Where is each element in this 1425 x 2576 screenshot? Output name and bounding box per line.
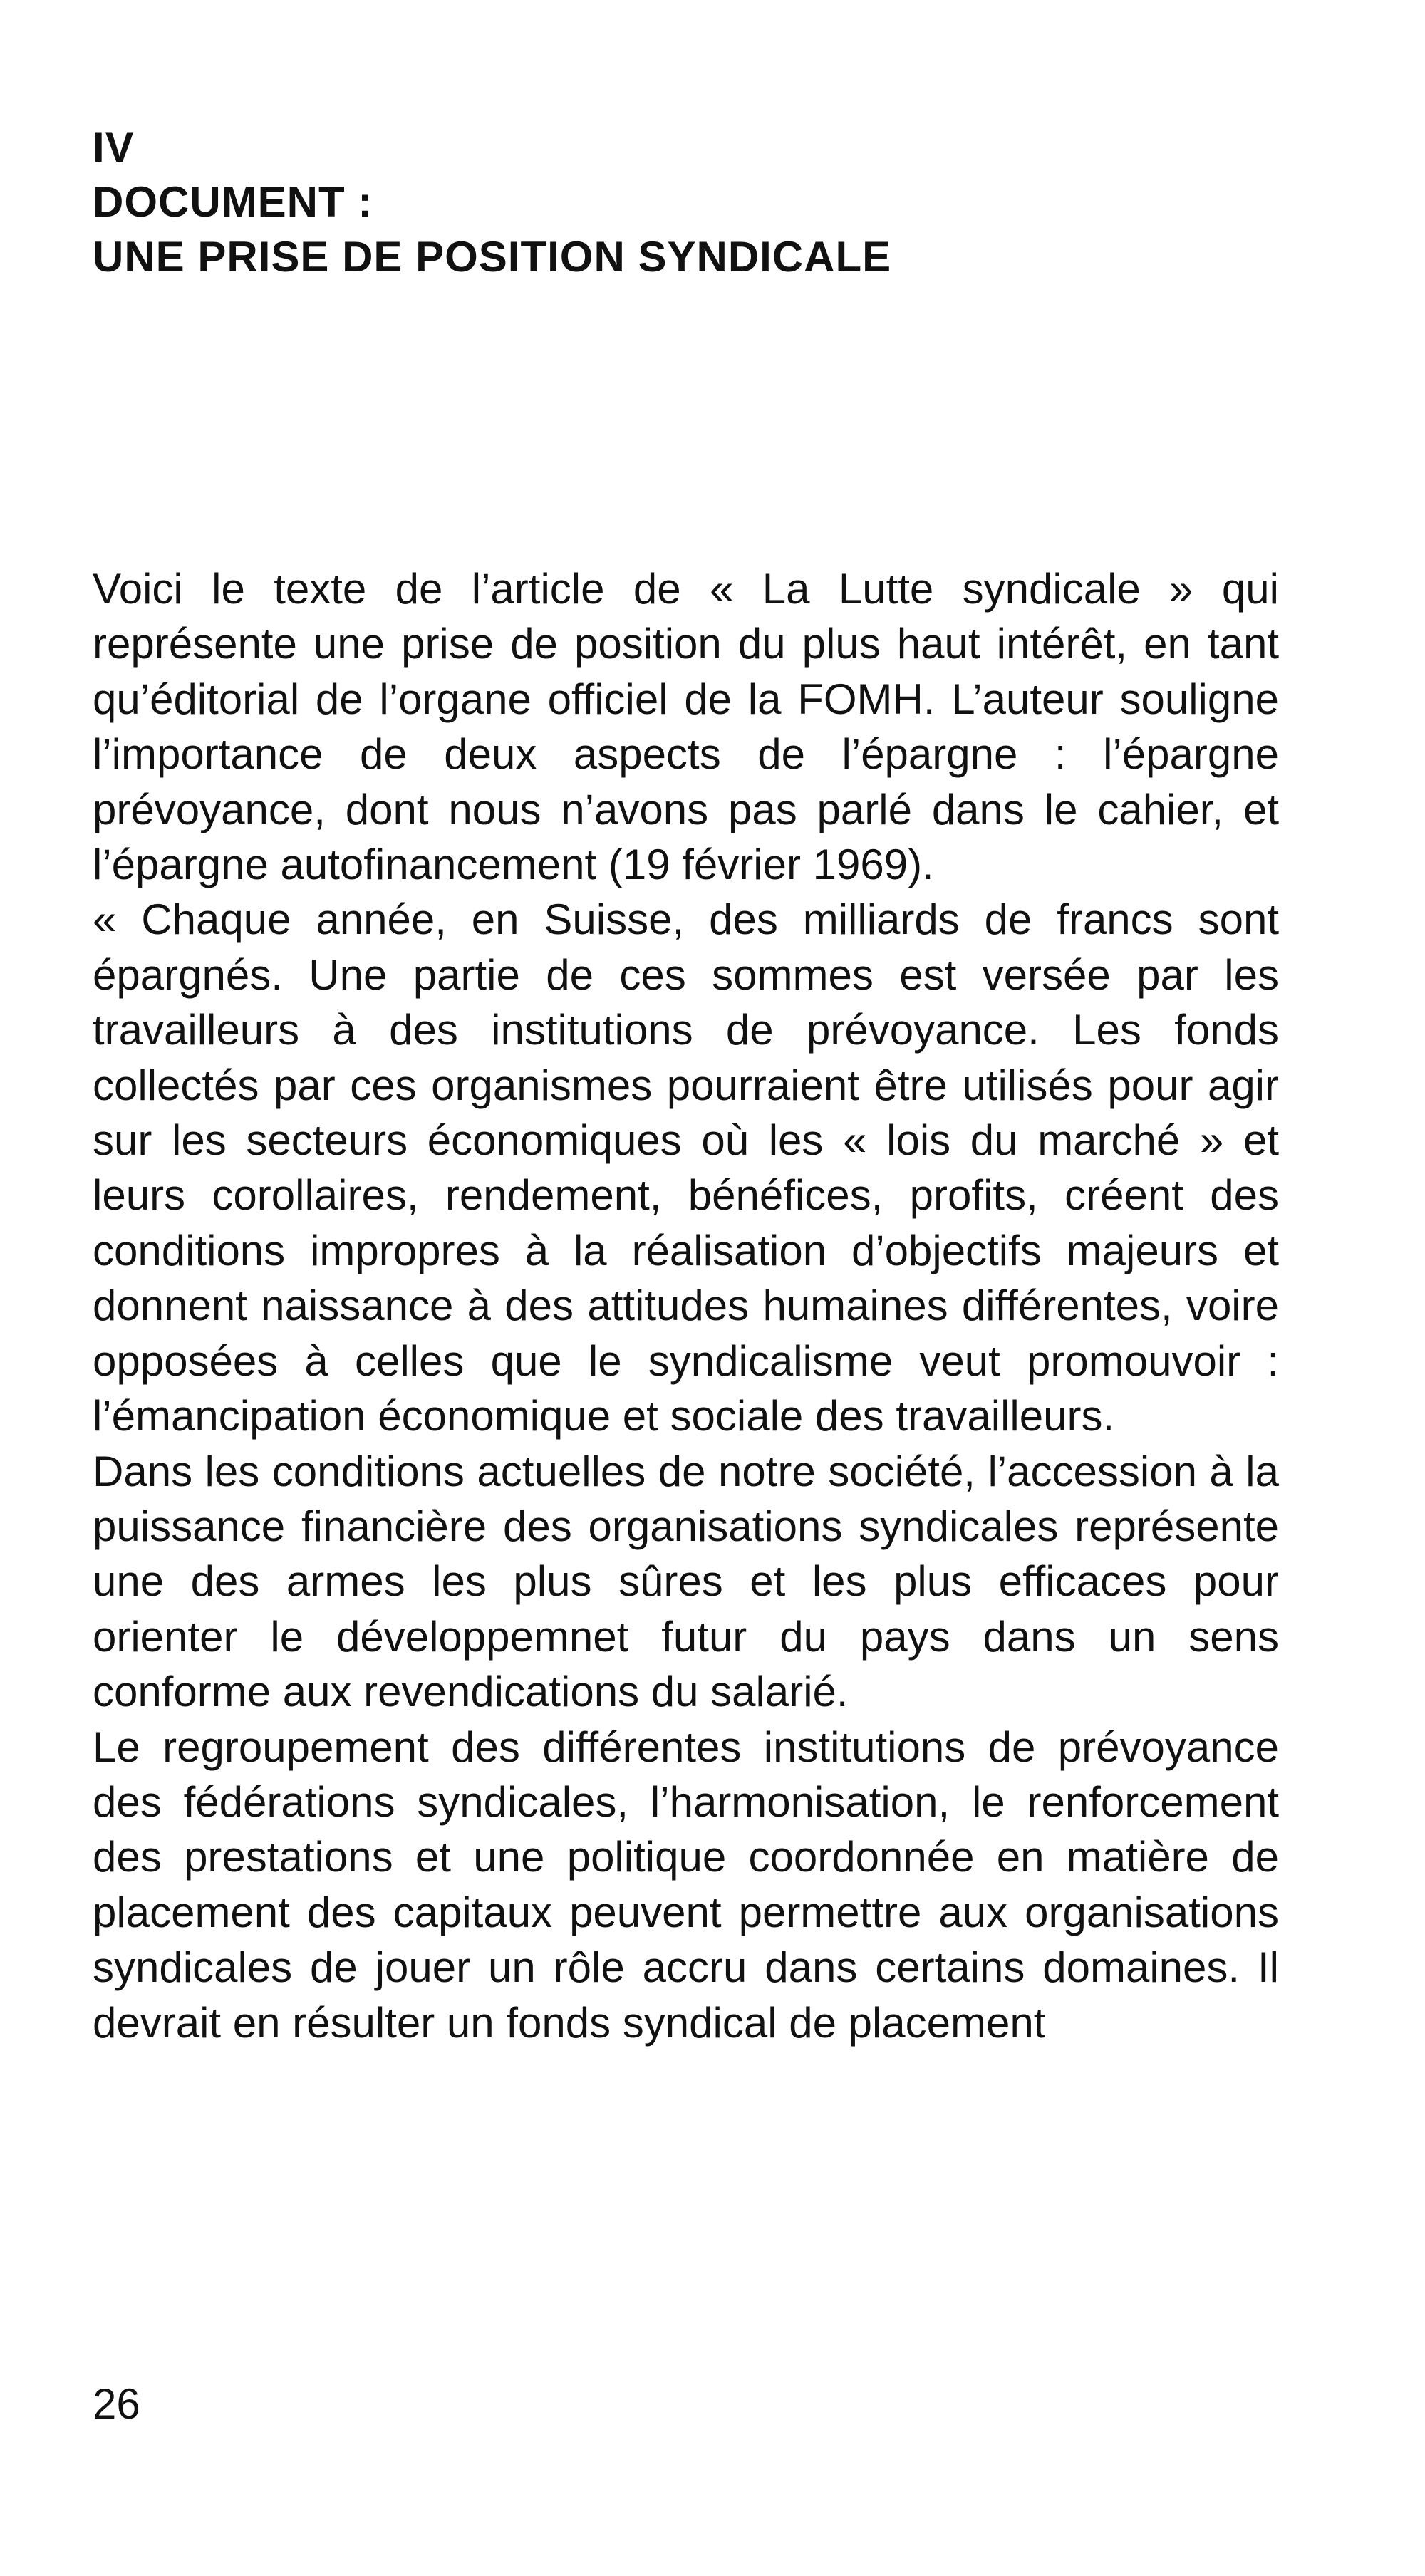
section-number: IV — [93, 123, 135, 171]
paragraph-intro: Voici le texte de l’article de « La Lutte syndicale » qui représente une prise de position du plus haut intérêt, en tant qu’éditorial de l’organe officiel de la FOMH. L’auteur souligne l’importance de deux aspects de l’épargne : l’épargne prévoyance, dont nous n’avons pas parlé dans le cahier, et l’épargne autofinancement (19 février 1969). — [93, 565, 1279, 889]
paragraph-quote-start: « Chaque année, en Suisse, des milliards de francs sont épargnés. Une partie de ces sommes est versée par les travailleurs à des institutions de prévoyance. Les fonds collectés par ces organismes pourraient être utilisés pour agir sur les secteurs économiques où les « lois du marché » et leurs corollaires, rendement, bénéfices, profits, créent des conditions impropres à la réalisation d’objectifs majeurs et donnent naissance à des attitudes humaines différentes, voire opposées à celles que le syndicalisme veut promouvoir : l’émancipation économique et sociale des travailleurs. — [93, 895, 1279, 1440]
body-text — [93, 561, 1279, 2050]
document-label: DOCUMENT : — [93, 178, 373, 226]
paragraph-conditions: Dans les conditions actuelles de notre société, l’accession à la puissance financière des organisations syndicales représente une des armes les plus sûres et les plus efficaces pour orienter le développemnet futur du pays dans un sens conforme aux revendications du salarié. — [93, 1447, 1279, 1716]
page-number: 26 — [93, 2380, 140, 2428]
paragraph-regroupement: Le regroupement des différentes institutions de prévoyance des fédérations syndicales, l’harmonisation, le renforcement des prestations et une politique coordonnée en matière de placement des capitaux peuvent permettre aux organisations syndicales de jouer un rôle accru dans certains domaines. Il devrait en résulter un fonds syndical de placement — [93, 1723, 1279, 2047]
section-heading — [93, 120, 1304, 284]
section-title: UNE PRISE DE POSITION SYNDICALE — [93, 233, 892, 281]
